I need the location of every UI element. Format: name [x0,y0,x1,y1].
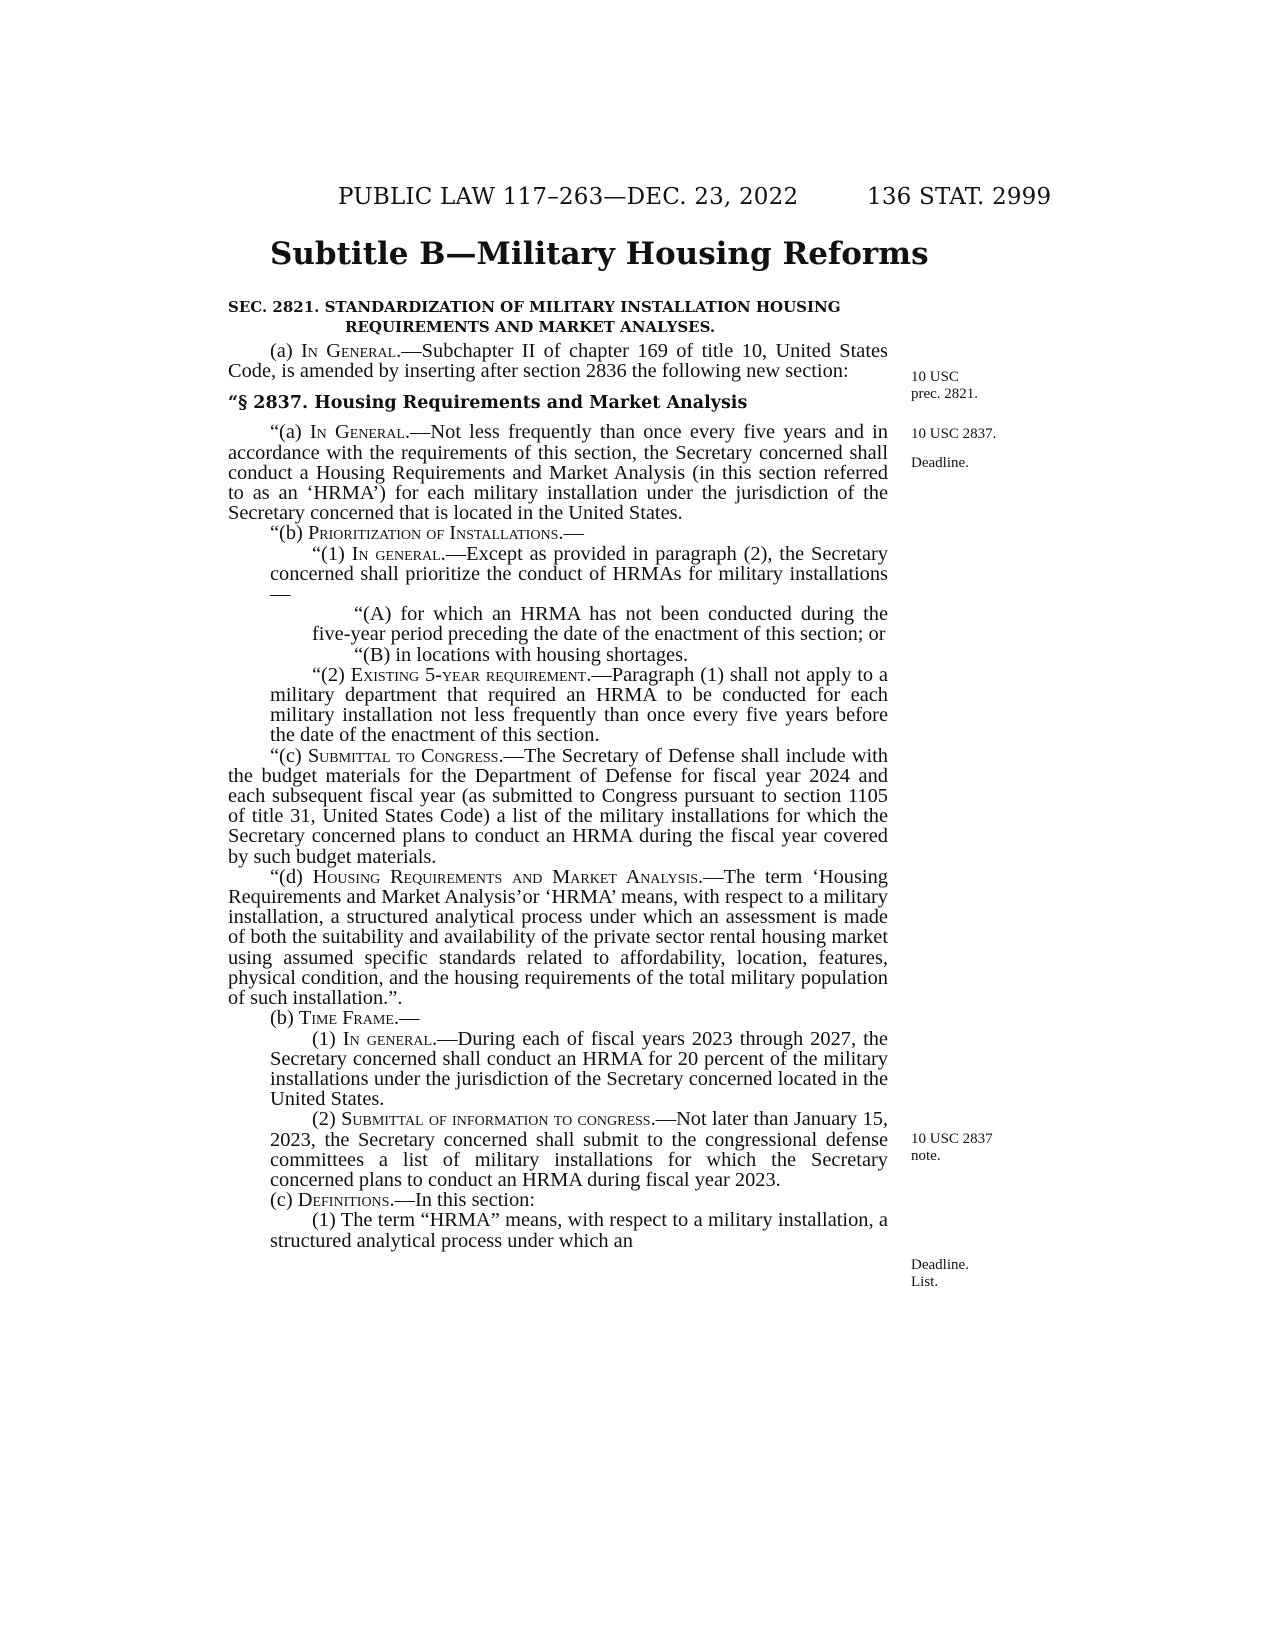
new-paragraph-b2: “(2) Existing 5-year requirement.—Paragraph (1) shall not apply to a military department that required an HRMA to be conducted for each military installation not less frequently than once every five years before the date of the enactment of this section. [270,663,888,747]
document-body [228,341,888,1251]
new-subsection-d: “(d) Housing Requirements and Market Analysis.—The term ‘Housing Requirements and Market Analysis’or ‘HRMA’ means, with respect to a military installation, a structured analytical process under which an assessment is made of both the suitability and availability of the private sector rental housing market using assumed specific standards related to affordability, location, features, physical condition, and the housing requirements of the total military population of such installation.”. [228,865,888,1010]
new-subsection-b: “(b) Prioritization of Installations.— [270,522,584,545]
margin-note-usc-2837: 10 USC 2837. [911,426,997,442]
new-subparagraph-b1A: “(A) for which an HRMA has not been conducted during the five-year period preceding the date of the enactment of this section; or [312,603,888,646]
new-paragraph-b1: “(1) In general.—Except as provided in paragraph (2), the Secretary concerned shall prioritize the conduct of HRMAs for military installations— [270,542,888,606]
new-section-heading: “§ 2837. Housing Requirements and Market Analysis [228,393,748,414]
margin-note-usc-2837-note: 10 USC 2837 note. [911,1131,993,1164]
paragraph-b1: (1) In general.—During each of fiscal years 2023 through 2027, the Secretary concerned shall conduct an HRMA for 20 percent of the military installations under the jurisdiction of the Secretary concerned located in the United States. [270,1027,888,1111]
subsection-b: (b) Time Frame.— [270,1007,420,1030]
section-heading-line1: SEC. 2821. STANDARDIZATION OF MILITARY INSTALLATION HOUSING [228,298,841,316]
section-heading-line2: REQUIREMENTS AND MARKET ANALYSES. [345,318,716,336]
running-header-left: PUBLIC LAW 117–263—DEC. 23, 2022 [338,184,799,210]
subsection-c: (c) Definitions.—In this section: [270,1189,536,1212]
subsection-a: (a) In General.—Subchapter II of chapter 169 of title 10, United States Code, is amended by inserting after section 2836 the following new section: [228,340,888,383]
new-subsection-c: “(c) Submittal to Congress.—The Secretary of Defense shall include with the budget materials for the Department of Defense for fiscal year 2024 and each subsequent fiscal year (as submitted to Congress pursuant to section 1105 of title 31, United States Code) a list of the military installations for which the Secretary concerned plans to conduct an HRMA during the fiscal year covered by such budget materials. [228,744,889,868]
page-number: 136 STAT. 2999 [867,184,1052,210]
subtitle-heading: Subtitle B—Military Housing Reforms [270,236,929,272]
margin-note-usc-prec: 10 USC prec. 2821. [911,369,979,402]
new-subparagraph-b1B: “(B) in locations with housing shortages. [354,643,689,666]
paragraph-c1: (1) The term “HRMA” means, with respect to a military installation, a structured analytical process under which an [270,1209,888,1252]
new-subsection-a: “(a) In General.—Not less frequently than once every five years and in accordance with the requirements of this section, the Secretary concerned shall conduct a Housing Requirements and Market Analysis (in this section referred to as an ‘HRMA’) for each military installation under the jurisdiction of the Secretary concerned that is located in the United States. [228,421,888,525]
paragraph-b2: (2) Submittal of information to congress.—Not later than January 15, 2023, the Secretary concerned shall submit to the congressional defense committees a list of military installations for which the Secretary concerned plans to conduct an HRMA during fiscal year 2023. [270,1108,888,1191]
margin-note-deadline-list: Deadline. List. [911,1257,969,1290]
margin-note-deadline: Deadline. [911,455,969,471]
